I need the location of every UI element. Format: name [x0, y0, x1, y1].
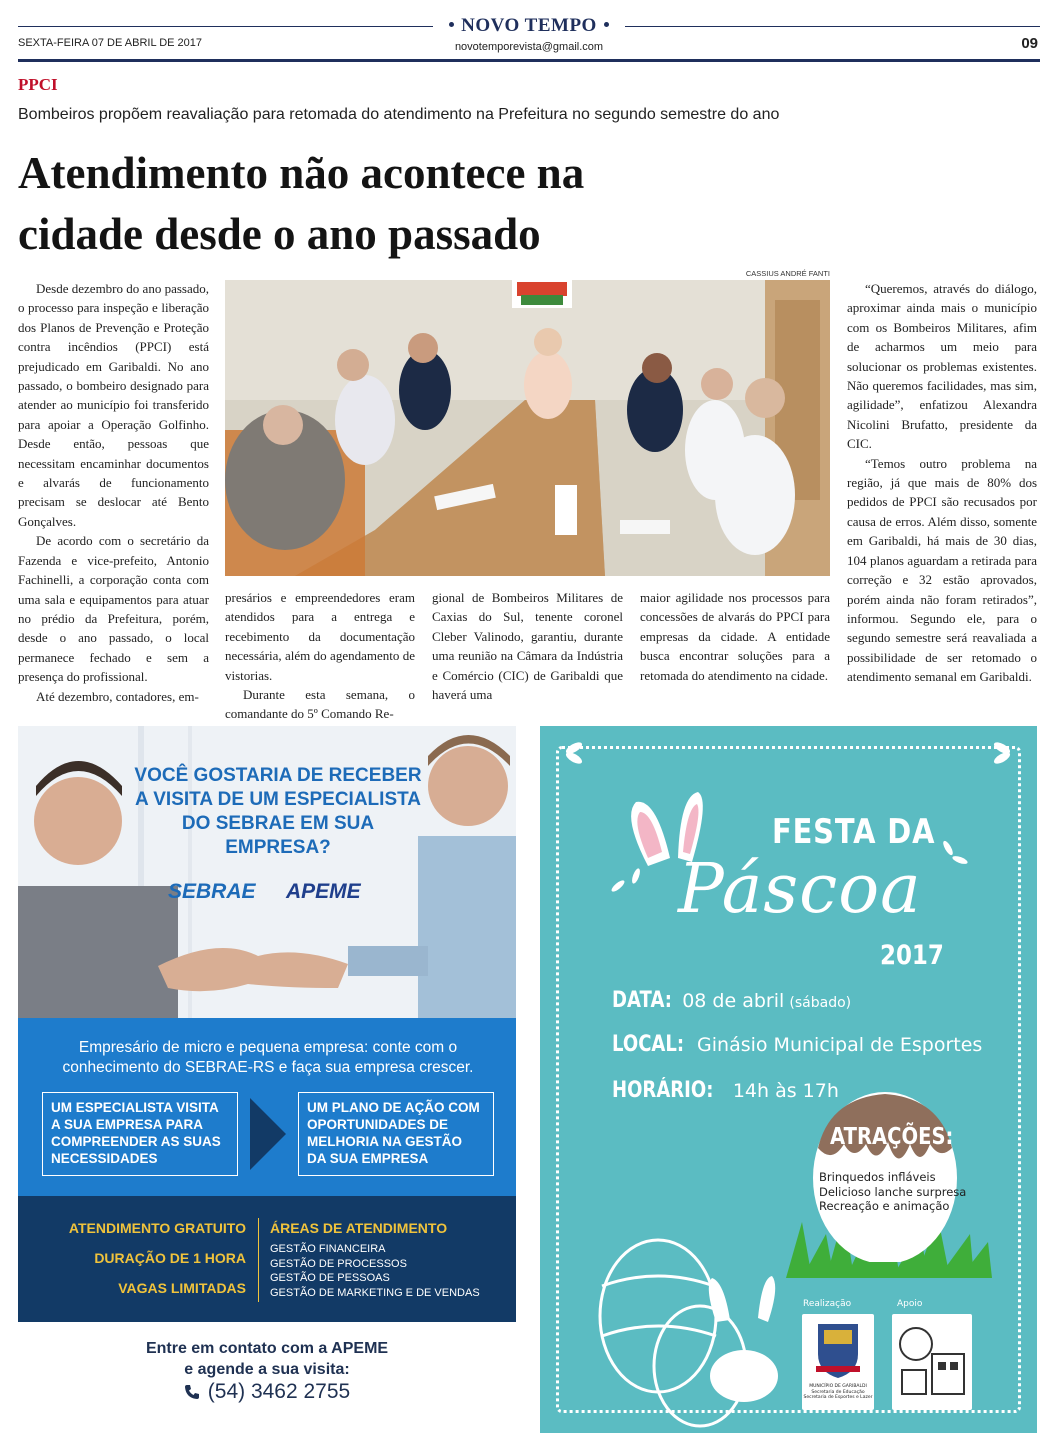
sponsor-label: Apoio: [897, 1299, 923, 1309]
secretariat-sports: Secretaria de Esportes e Lazer: [803, 1395, 873, 1400]
coat-of-arms-icon: [802, 1314, 874, 1384]
sebrae-logo: SEBRAE: [168, 880, 256, 903]
ad-question: VOCÊ GOSTARIA DE RECEBER A VISITA DE UM ESPECIALISTA DO SEBRAE EM SUA EMPRESA?: [134, 765, 422, 858]
area-item: GESTÃO DE PESSOAS: [270, 1272, 390, 1285]
contact-email[interactable]: novotemporevista@gmail.com: [454, 41, 604, 53]
step-box-1: UM ESPECIALISTA VISITA A SUA EMPRESA PARA COMPREENDER AS SUAS NECESSIDADES: [42, 1092, 238, 1176]
secretariat-education: Secretaria de Educação: [811, 1389, 865, 1395]
paragraph: Desde dezembro do ano passado, o processo para inspeção e liberação dos Planos de Prevenção e Proteção contra incêndios (PPCI) está prejudicado em Garibaldi. No ano passado, o bombeiro designado para atender ao município foi transferido para apoiar a Operação Golfinho. Desde então, pessoas que necessitam encaminhar documentos e alvarás de funcionamento precisam se deslocar até Bento Gonçalves.: [18, 281, 209, 529]
municipality-logo: [802, 1314, 874, 1410]
bunny-icon: [709, 1276, 778, 1402]
paragraph: “Temos outro problema na região, já que mais de 80% dos pedidos de PPCI são recusados por causa de erros. Além disso, somente em Garibaldi, há mais de 30 dias, 104 planos aguardam a retirada para correção e 32 estão aprovados, porém ainda não foram retirados”, informou. Segundo ele, para o segundo semestre será reavaliada a possibilidade de ser retomado o atendimento semanal em Garibaldi.: [847, 455, 1037, 685]
municipality-name: MUNICÍPIO DE GARIBALDI: [809, 1384, 867, 1389]
section-label: PPCI: [18, 75, 58, 94]
paragraph: Durante esta semana, o comandante do 5º Comando Re-: [225, 687, 415, 722]
time-label: HORÁRIO:: [612, 1078, 714, 1103]
attractions-list: [819, 1170, 966, 1214]
edition-date: SEXTA-FEIRA 07 DE ABRIL DE 2017: [18, 37, 203, 49]
ad-navy-panel: [18, 1196, 516, 1322]
page-number: 09: [1021, 35, 1038, 52]
dot-icon: [449, 22, 454, 27]
event-year: 2017: [880, 940, 944, 971]
meeting-photo-illustration: [225, 280, 830, 576]
paragraph: presários e empreendedores eram atendidos para a entrega e recebimento da documentação necessária, além do agendamento de vistorias.: [225, 590, 415, 683]
phone-icon: [184, 1384, 200, 1400]
organizer-label: Realização: [803, 1299, 852, 1309]
attraction-item: Recreação e animação: [819, 1199, 950, 1214]
contact-line-2: e agende a sua visita:: [184, 1361, 350, 1378]
pascoa-advertisement[interactable]: [540, 726, 1037, 1433]
headline-line-2: cidade desde o ano passado: [18, 209, 541, 259]
attraction-item: Delicioso lanche surpresa: [819, 1184, 967, 1199]
arrow-right-icon: [248, 1098, 288, 1170]
paragraph: “Queremos, através do diálogo, aproximar ainda mais o município com os Bombeiros Militares, afim de acharmos um meio para solucionar os problemas existentes. Não queremos facilidades, mas sim, agilidade”, enfatizou Alexandra Nicolini Brufatto, presidente da CIC.: [847, 281, 1037, 452]
lions-club-icon: [892, 1314, 972, 1410]
time-value: 14h às 17h: [732, 1080, 839, 1102]
article-subtitle: Bombeiros propõem reavaliação para retomada do atendimento na Prefeitura no segundo semestre do ano: [18, 106, 780, 123]
paragraph: De acordo com o secretário da Fazenda e vice-prefeito, Antonio Fachinelli, a corporação conta com uma sala e equipamentos para atuar no prédio da Prefeitura, porém, desde o ano passado, o local permanece fechado e sem a presença do profissional.: [18, 533, 209, 685]
article-column-1: [18, 279, 209, 706]
feature-item: VAGAS LIMITADAS: [118, 1280, 246, 1296]
area-item: GESTÃO FINANCEIRA: [270, 1243, 386, 1255]
apeme-logo: APEME: [286, 880, 361, 903]
attractions-title: ATRAÇÕES:: [830, 1124, 954, 1150]
event-title-pascoa: Páscoa: [678, 850, 922, 929]
meeting-photo: [225, 280, 830, 576]
location-value: Ginásio Municipal de Esportes: [697, 1034, 983, 1056]
dot-icon: [604, 22, 609, 27]
easter-egg-icon: [600, 1240, 746, 1426]
article-headline: [18, 143, 738, 265]
masthead-bottom-rule: [18, 59, 1040, 62]
ad-intro: Empresário de micro e pequena empresa: conte com o conhecimento do SEBRAE-RS e faça sua empresa crescer.: [62, 1039, 474, 1076]
event-date-row: [612, 988, 851, 1013]
feature-item: DURAÇÃO DE 1 HORA: [94, 1250, 246, 1266]
masthead: [0, 0, 1058, 66]
paragraph: Até dezembro, contadores, em-: [36, 688, 199, 704]
sponsor-logo: [892, 1314, 972, 1410]
paragraph: maior agilidade nos processos para concessões de alvarás do PPCI para empresas da cidade. A entidade busca encontrar soluções para a retomada do atendimento na cidade.: [640, 590, 830, 683]
paragraph: gional de Bombeiros Militares de Caxias do Sul, tenente coronel Cleber Valinodo, garantiu, durante uma reunião na Câmara da Indústria e Comércio (CIC) de Garibaldi que haverá uma: [432, 590, 623, 703]
features-list: [38, 1220, 246, 1310]
municipality-text: [802, 1384, 874, 1401]
newspaper-title: NOVO TEMPO: [461, 15, 597, 36]
phone-number[interactable]: (54) 3462 2755: [207, 1380, 351, 1403]
article-column-4: [640, 588, 830, 685]
ad-contact-panel: [18, 1322, 516, 1433]
feature-item: ATENDIMENTO GRATUITO: [68, 1220, 246, 1236]
location-label: LOCAL:: [612, 1032, 685, 1057]
date-label: DATA:: [612, 988, 672, 1013]
ad-logos: [168, 880, 408, 914]
event-title-festa: FESTA DA: [772, 812, 936, 852]
headline-line-1: Atendimento não acontece na: [18, 148, 585, 198]
sebrae-advertisement[interactable]: [18, 726, 516, 1433]
step-box-2: UM PLANO DE AÇÃO COM OPORTUNIDADES DE MELHORIA NA GESTÃO DA SUA EMPRESA: [298, 1092, 494, 1176]
article-column-2: [225, 588, 415, 724]
areas-title: ÁREAS DE ATENDIMENTO: [270, 1220, 448, 1236]
area-item: GESTÃO DE PROCESSOS: [270, 1257, 407, 1270]
divider: [258, 1218, 259, 1302]
event-time-row: [612, 1078, 839, 1103]
attraction-item: Brinquedos infláveis: [819, 1170, 936, 1184]
contact-text: [18, 1338, 516, 1380]
date-value: 08 de abril: [682, 990, 785, 1012]
ad-blue-panel: [18, 1018, 516, 1196]
photo-credit: CASSIUS ANDRÉ FANTI: [745, 269, 830, 278]
contact-line-1: Entre em contato com a APEME: [145, 1340, 389, 1357]
masthead-title-wrap: [0, 15, 1058, 37]
contact-phone[interactable]: [18, 1380, 516, 1404]
event-location-row: [612, 1032, 982, 1057]
date-note: (sábado): [789, 995, 852, 1011]
article-column-3: [432, 588, 623, 704]
areas-list: [270, 1242, 480, 1300]
area-item: GESTÃO DE MARKETING E DE VENDAS: [270, 1286, 480, 1299]
article-column-5: [847, 279, 1037, 687]
